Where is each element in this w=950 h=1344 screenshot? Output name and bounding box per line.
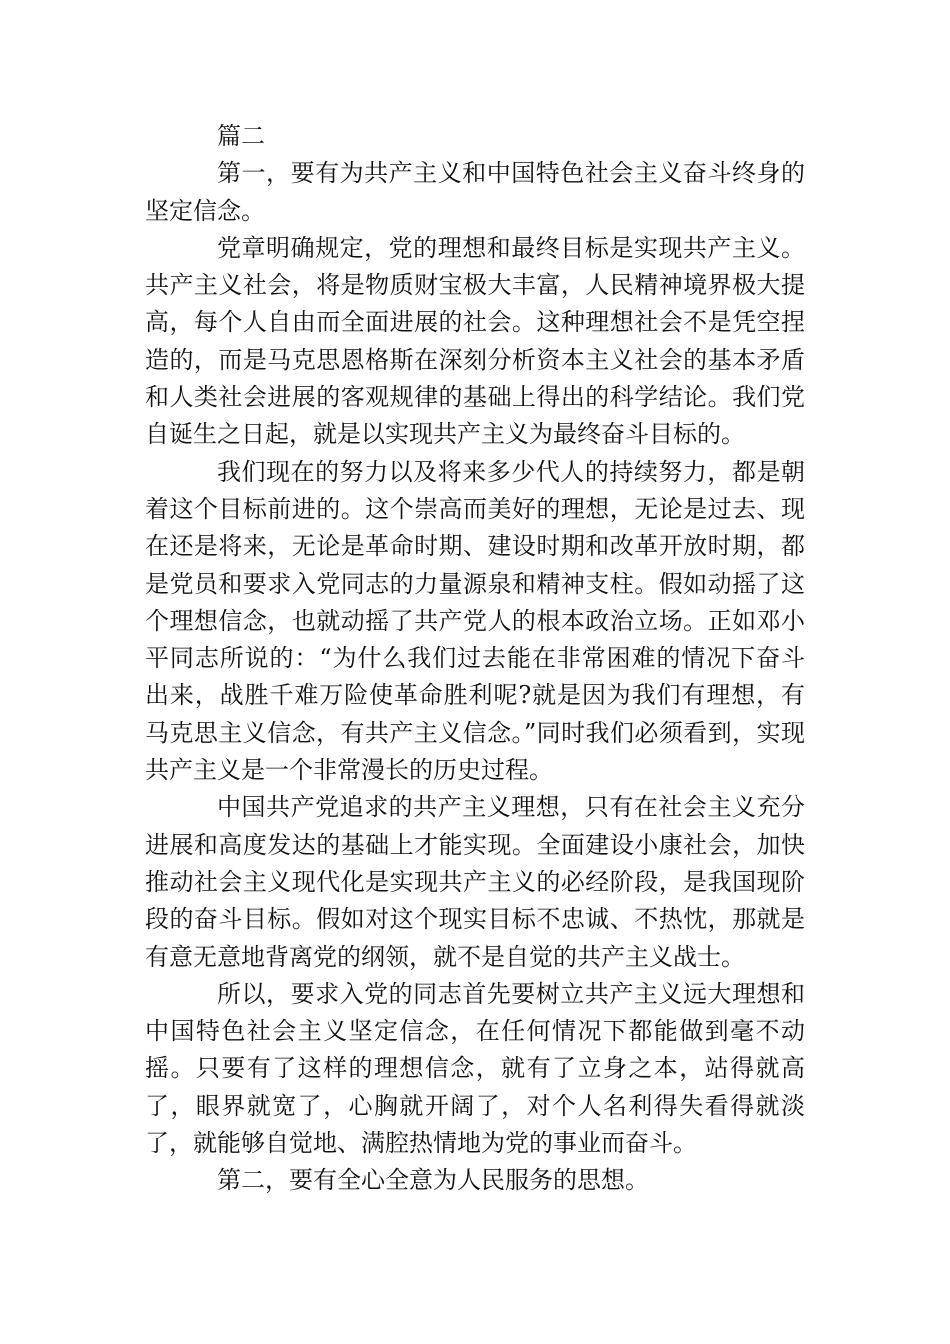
paragraph: 所以，要求入党的同志首先要树立共产主义远大理想和中国特色社会主义坚定信念，在任何情况下都能做到毫不动摇。只要有了这样的理想信念，就有了立身之本，站得就高了，眼界就宽了，心胸就开阔了，对个人名利得失看得就淡了，就能够自觉地、满腔热情地为党的事业而奋斗。 xyxy=(145,979,805,1158)
section-heading: 篇二 xyxy=(217,122,265,150)
paragraph: 我们现在的努力以及将来多少代人的持续努力，都是朝着这个目标前进的。这个崇高而美好的理想，无论是过去、现在还是将来，无论是革命时期、建设时期和改革开放时期，都是党员和要求入党同志的力量源泉和精神支柱。假如动摇了这个理想信念，也就动摇了共产党人的根本政治立场。正如邓小平同志所说的：“为什么我们过去能在非常困难的情况下奋斗出来，战胜千难万险使革命胜利呢?就是因为我们有理想，有马克思主义信念，有共产主义信念。”同时我们必须看到，实现共产主义是一个非常漫长的历史过程。 xyxy=(145,457,805,785)
document-body xyxy=(145,118,805,1200)
paragraph: 中国共产党追求的共产主义理想，只有在社会主义充分进展和高度发达的基础上才能实现。全面建设小康社会，加快推动社会主义现代化是实现共产主义的必经阶段，是我国现阶段的奋斗目标。假如对这个现实目标不忠诚、不热忱，那就是有意无意地背离党的纲领，就不是自觉的共产主义战士。 xyxy=(145,793,805,971)
paragraph-point-two-heading: 第二，要有全心全意为人民服务的思想。 xyxy=(217,1166,649,1195)
paragraph-point-one-heading: 第一，要有为共产主义和中国特色社会主义奋斗终身的坚定信念。 xyxy=(145,159,805,225)
paragraph: 党章明确规定，党的理想和最终目标是实现共产主义。共产主义社会，将是物质财宝极大丰富，人民精神境界极大提高，每个人自由而全面进展的社会。这种理想社会不是凭空捏造的，而是马克思恩格斯在深刻分析资本主义社会的基本矛盾和人类社会进展的客观规律的基础上得出的科学结论。我们党自诞生之日起，就是以实现共产主义为最终奋斗目标的。 xyxy=(145,233,805,449)
